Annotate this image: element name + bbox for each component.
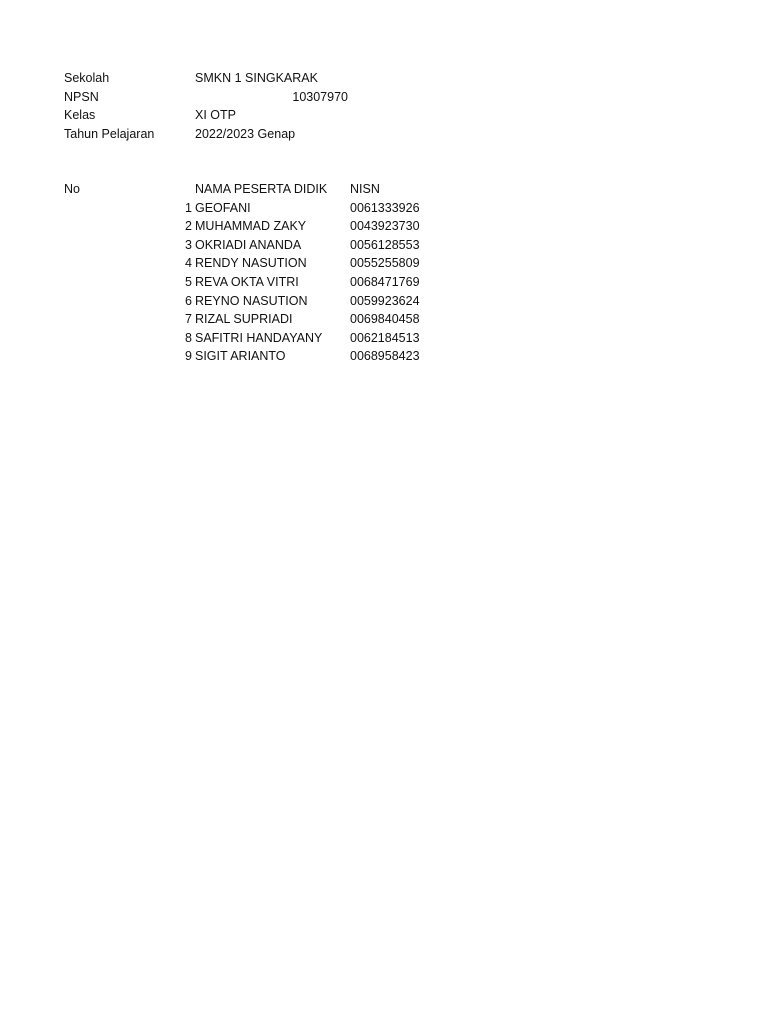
row-number: 3 xyxy=(185,237,192,252)
row-number: 8 xyxy=(185,330,192,345)
info-value: 2022/2023 Genap xyxy=(195,126,296,141)
info-label: Sekolah xyxy=(64,71,110,85)
student-nisn: 0055255809 xyxy=(350,256,420,271)
student-nisn: 0043923730 xyxy=(350,219,420,234)
info-label: Kelas xyxy=(64,108,96,123)
student-name: REYNO NASUTION xyxy=(195,293,308,308)
student-nisn: 0062184513 xyxy=(350,330,420,345)
column-header-no: No xyxy=(64,182,80,196)
student-name: RENDY NASUTION xyxy=(195,256,307,271)
student-nisn: 0069840458 xyxy=(350,312,420,327)
student-name: REVA OKTA VITRI xyxy=(195,274,299,289)
row-number: 5 xyxy=(185,274,192,289)
student-name: SAFITRI HANDAYANY xyxy=(195,330,323,345)
student-nisn: 0056128553 xyxy=(350,237,420,252)
row-number: 7 xyxy=(185,312,192,327)
info-label: NPSN xyxy=(64,89,99,104)
info-value: XI OTP xyxy=(195,108,236,123)
row-number: 9 xyxy=(185,349,192,364)
student-name: RIZAL SUPRIADI xyxy=(195,312,293,327)
student-name: GEOFANI xyxy=(195,200,251,215)
student-nisn: 0059923624 xyxy=(350,293,420,308)
info-value: 10307970 xyxy=(292,89,348,104)
student-name: MUHAMMAD ZAKY xyxy=(195,219,307,234)
info-label: Tahun Pelajaran xyxy=(64,126,155,141)
row-number: 4 xyxy=(185,256,192,271)
student-name: OKRIADI ANANDA xyxy=(195,237,302,252)
column-header-name: NAMA PESERTA DIDIK xyxy=(195,182,328,196)
info-value: SMKN 1 SINGKARAK xyxy=(195,71,318,85)
row-number: 1 xyxy=(185,200,192,215)
row-number: 2 xyxy=(185,219,192,234)
student-name: SIGIT ARIANTO xyxy=(195,349,286,364)
student-nisn: 0068958423 xyxy=(350,349,420,364)
student-nisn: 0061333926 xyxy=(350,200,420,215)
student-nisn: 0068471769 xyxy=(350,274,420,289)
column-header-nisn: NISN xyxy=(350,182,380,196)
row-number: 6 xyxy=(185,293,192,308)
